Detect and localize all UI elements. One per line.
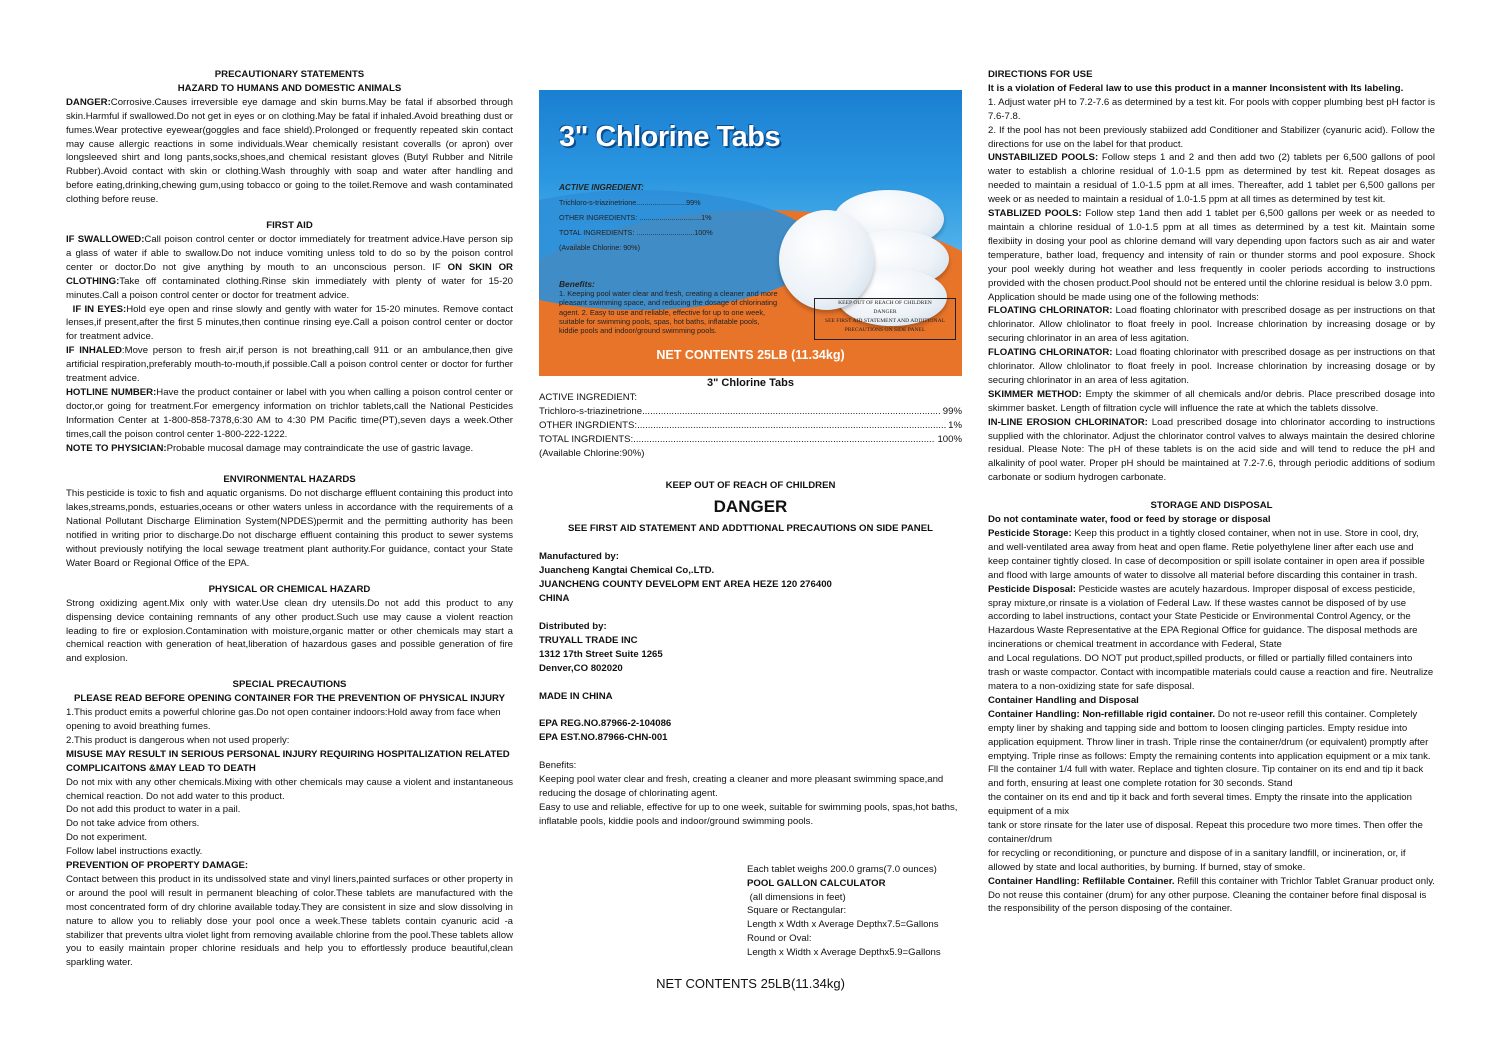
container-handling-text-2: the container on its end and tip it back and forth several times. Empty the rinsate into the application equipment of a mix <box>988 792 1412 818</box>
benefits-1: Keeping pool water clear and fresh, creating a cleaner and more pleasant swimming space,and reducing the dosage of chlorinating agent. <box>539 774 944 800</box>
label-box-line-1: KEEP OUT OF REACH OF CHILDREN <box>838 300 932 306</box>
special-item-1: 1.This product emits a powerful chlorine gas.Do not open container indoors:Hold away from face when opening to avoid breathing fumes. <box>66 707 501 732</box>
swallowed-paragraph <box>66 233 513 303</box>
net-contents-bottom: NET CONTENTS 25LB(11.34kg) <box>656 976 845 992</box>
product-label-image <box>539 90 962 376</box>
physician-label: NOTE TO PHYSICIAN: <box>66 442 167 454</box>
pesticide-disposal-text-2: and Local regulations. DO NOT put product,spilled products, or filled or partially filled containers into trash or waste compactor. Contact with incompatible materials could cause a reaction and fire. Neutralize matera to a non-oxidizing state for safe disposal. <box>988 653 1434 692</box>
see-first-aid: SEE FIRST AID STATEMENT AND ADDTTIONAL PRECAUTIONS ON SIDE PANEL <box>568 523 933 535</box>
distributed-by-label: Distributed by: <box>539 620 607 632</box>
physician-paragraph <box>66 442 513 456</box>
pesticide-storage-text: Keep this product in a tightly closed container, when not in use. Store in cool, dry, and well-ventilated area away from heat and open flame. Retie polyethylene liner after each use and keep container tightly closed. In case of decomposition or spill isolate container in open area if possible and flood with large amounts of water to dissolve all material before discarding this container in trash. <box>988 528 1425 581</box>
special-precautions-title: SPECIAL PRECAUTIONS <box>232 679 347 691</box>
danger-heading: DANGER <box>713 497 788 517</box>
inline-paragraph <box>988 416 1435 486</box>
skin-label: ON SKIN OR CLOTHING: <box>66 261 513 287</box>
skimmer-label: SKIMMER METHOD: <box>988 388 1082 400</box>
distributor-city: Denver,CO 802020 <box>539 662 623 674</box>
special-item-2: 2.This product is dangerous when not used properly: <box>66 734 290 746</box>
inline-text: Load prescribed dosage into chlorinator according to instructions supplied with the chlorinator. Adjust the chlorinator control valves to always maintain the desired chlorine residual. Please Note: The pH of these tablets is on the acid side and will tend to reduce the pH and alkalinity of pool water. Proper pH should be maintained at 7.2-7.6, through periodic additions of sodium carbonate or sodium hydrogen carbonate. <box>988 416 1435 484</box>
manufacturer-address: JUANCHENG COUNTY DEVELOPM ENT AREA HEZE 120 276400 <box>539 579 832 591</box>
calculator-note: (all dimensions in feet) <box>747 891 846 903</box>
label-ai-3: TOTAL INGREDIENTS: .............................100% <box>559 228 713 237</box>
unstabilized-paragraph <box>988 151 1435 207</box>
floating-label: FLOATING CHLORINATOR: <box>988 347 1113 359</box>
special-item-6: Do not experiment. <box>66 832 148 844</box>
directions-column <box>988 68 1435 916</box>
eyes-label: IF IN EYES: <box>72 303 127 315</box>
epa-est: EPA EST.NO.87966-CHN-001 <box>539 732 668 744</box>
first-aid-title: FIRST AID <box>266 220 313 232</box>
ai-row-name: OTHER INGRDIENTS: <box>539 419 638 431</box>
skin-text: Take off contaminated clothing.Rinse skin immediately with plenty of water for 15-20 minutes.Call a poison control center or doctor for treatment advice. <box>66 275 513 301</box>
benefits-title: Benefits: <box>539 760 577 772</box>
container-handling-label: Container Handling: Non-refillable rigid container. <box>988 708 1216 720</box>
label-ai-title: ACTIVE INGREDIENT: <box>559 183 644 192</box>
manufacturer-country: CHINA <box>539 592 570 604</box>
floating-paragraph <box>988 304 1435 346</box>
ai-row-value: 99% <box>942 405 962 417</box>
label-image-benefits <box>559 280 779 335</box>
label-benefits-title: Benefits: <box>559 279 595 289</box>
special-item-3: Do not mix with any other chemicals.Mixing with other chemicals may cause a violent and instantaneous chemical reaction. Do not add water to this product. <box>66 776 513 802</box>
pesticide-storage-paragraph <box>988 527 1435 583</box>
pesticide-disposal-label: Pesticide Disposal: <box>988 583 1076 595</box>
hotline-label: HOTLINE NUMBER: <box>66 386 157 398</box>
label-box-line-2: DANGER <box>873 309 897 315</box>
label-net-contents: NET CONTENTS 25LB (11.34kg) <box>656 348 845 362</box>
inhaled-paragraph <box>66 344 513 386</box>
floating-paragraph-repeat <box>988 346 1435 388</box>
label-ai-4: (Available Chlorine: 90%) <box>559 243 640 252</box>
inhaled-label: IF INHALED <box>66 345 122 357</box>
special-item-5: Do not take advice from others. <box>66 818 200 830</box>
precautionary-column <box>66 68 513 970</box>
ai-row-value: 100% <box>937 433 962 445</box>
physical-hazard-text: Strong oxidizing agent.Mix only with water.Use clean dry utensils.Do not add this product to any dispensing device containing remnants of any other product.Such use may cause a violent reaction leading to fire or explosion.Contamination with moisture,organic matter or other chemicals may start a chemical reaction with generation of heat,liberation of hazardous gases and possible generation of fire and explosion. <box>66 597 513 665</box>
hotline-text: Have the product container or label with you when calling a poison control center or doctor,or going for treatment.For emergency information on trichlor tablets,call the National Pesticides Information Center at 1-800-858-7378,6:30 AM to 4:30 PM Pacific time(PT),seven days a week.Other times,call the poison control center 1-800-222-1222. <box>66 386 513 440</box>
available-chlorine: (Available Chlorine:90%) <box>539 447 645 459</box>
misuse-warning: MISUSE MAY RESULT IN SERIOUS PERSONAL INJURY REQUIRING HOSPITALIZATION RELATED COMPLICAITONS &MAY LEAD TO DEATH <box>66 748 510 774</box>
swallowed-label: IF SWALLOWED: <box>66 233 145 245</box>
special-item-7: Follow label instructions exactly. <box>66 846 203 858</box>
distributor-name: TRUYALL TRADE INC <box>539 634 638 646</box>
ai-row <box>539 405 962 419</box>
container-handling-paragraph <box>988 708 1435 791</box>
physician-text: Probable mucosal damage may contraindicate the use of gastric lavage. <box>166 442 474 454</box>
made-in: MADE IN CHINA <box>539 690 613 702</box>
please-read-title: PLEASE READ BEFORE OPENING CONTAINER FOR THE PREVENTION OF PHYSICAL INJURY <box>73 693 506 705</box>
epa-reg: EPA REG.NO.87966-2-104086 <box>539 718 672 730</box>
refillable-text: Refill this container with Trichlor Tablet Granuar product only. Do not reuse this container (drum) for any other purpose. Cleaning the container before final disposal is the responsibility of the person disposing of the container. <box>988 875 1435 915</box>
distributor-street: 1312 17th Street Suite 1265 <box>539 648 663 660</box>
calculator-square-formula: Length x Wdth x Average Depthx7.5=Gallons <box>747 919 939 931</box>
skimmer-text: Empty the skimmer of all chemicals and/or debris. Place prescribed dosage into skimmer basket. Length of filtration cycle will influence the rate at which the tablets dissolve. <box>988 388 1436 414</box>
dot-leader <box>633 433 935 447</box>
refillable-label: Container Handling: Reflilable Container. <box>988 875 1175 887</box>
direction-2: 2. If the pool has not been previously stabiized add Conditioner and Stabilizer (cyanuric acid). Follow the directions for use on the label for that product. <box>988 124 1435 150</box>
eyes-text: Hold eye open and rinse slowly and gently with water for 15-20 minutes. Remove contact lenses,if present,after the first 5 minutes,then continue rinsing eye.Call a poison control center or doctor for treatment advice. <box>66 303 513 343</box>
precautionary-title: PRECAUTIONARY STATEMENTS <box>214 69 365 80</box>
container-handling-title: Container Handling and Disposal <box>988 694 1139 706</box>
environmental-title: ENVIRONMENTAL HAZARDS <box>223 474 356 486</box>
label-warning-box <box>814 298 956 340</box>
hotline-paragraph <box>66 386 513 442</box>
directions-title: DIRECTIONS FOR USE <box>988 69 1093 80</box>
label-image-title: 3" Chlorine Tabs <box>559 121 781 153</box>
floating-text: Load floating chlorinator with prescribed dosage as per instructions on that chlorinator. Allow chlolinator to float freely in pool. Increase chlorination by increasing dosage or by securing chlorinator in an area of less agitation. <box>988 347 1435 386</box>
label-box-line-3: SEE FIRST AID STATEMENT AND ADDITIONAL PRECAUTIONS ON SIDE PANEL <box>824 318 946 333</box>
no-contaminate: Do not contaminate water, food or feed by storage or disposal <box>988 514 1271 526</box>
environmental-text: This pesticide is toxic to fish and aquatic organisms. Do not discharge effluent containing this product into lakes,streams,ponds, estuaries,oceans or other waters unless in accordance with the requirements of a National Pollutant Discharge Elimination System(NPDES)permit and the permitting authority has been notified in writing prior to discharge.Do not discharge effluent containing this product to sewer systems without previously notifying the local sewage treatment plant authority.For guidance, contact your State Water Board or Regional Office of the EPA. <box>66 488 513 569</box>
inhaled-text: :Move person to fresh air,if person is not breathing,call 911 or an ambulance,then give artificial respiration,preferably mouth-to-mouth,if possible.Call a poison control center or doctor for further treatment advice. <box>66 345 513 385</box>
floating-text: Load floating chlorinator with prescribed dosage as per instructions on that chlorinator. Allow chlolinator to float freely in pool. Increase chlorination by increasing dosage or by securing chlorinator in an area of less agitation. <box>988 305 1435 345</box>
physical-hazard-title: PHYSICAL OR CHEMICAL HAZARD <box>208 583 371 595</box>
label-image-ingredients <box>559 180 769 255</box>
keep-out-of-reach: KEEP OUT OF REACH OF CHILDREN <box>665 480 836 492</box>
floating-label: FLOATING CHLORINATOR: <box>988 305 1113 317</box>
ai-row-name: Trichloro-s-triazinetrione <box>539 405 643 417</box>
calculator-title: POOL GALLON CALCULATOR <box>747 877 886 889</box>
inline-label: IN-LINE EROSION CHLORINATOR: <box>988 416 1148 428</box>
pool-gallon-calculator <box>747 863 962 960</box>
calculator-round-label: Round or Oval: <box>747 933 812 945</box>
epa-block <box>539 717 962 745</box>
stabilized-text: Follow step 1and then add 1 tablet per 6,500 gallons per week or as needed to maintain a chlorine residual of 1.0-1.5 ppm at all times as determined by a test kit. Maintain some flexibiity in dosing your pool as chlorine demand will vary depending upon factors such as air and water temperature, bather load, frequency and intensity of rain or thunder storms and pool exposure. Shock your pool weekly during hot weather and less frequently in cooler periods according to instructions provided with the chosen product.Pool should not be entered until the chlorine residual is below 3.0 ppm. <box>988 208 1436 289</box>
label-benefits-text: 1. Keeping pool water clear and fresh, creating a cleaner and more pleasant swimming space, and reducing the dosage of chlorinating agent. 2. Easy to use and reliable, effective for up to one week, suitable for swimming pools, spas, hot baths, inflatable pools, kiddie pools and indoor/ground swimming pools. <box>559 289 778 336</box>
skimmer-paragraph <box>988 388 1435 416</box>
stabilized-label: STABLIZED POOLS: <box>988 208 1082 220</box>
eyes-paragraph <box>66 303 513 345</box>
calculator-square-label: Square or Rectangular: <box>747 905 847 917</box>
benefits-block <box>539 759 962 829</box>
tablet <box>779 210 874 310</box>
ai-row <box>539 433 962 447</box>
pesticide-disposal-paragraph <box>988 583 1435 653</box>
special-item-4: Do not add this product to water in a pail. <box>66 804 241 816</box>
unstabilized-label: UNSTABILIZED POOLS: <box>988 152 1099 164</box>
dot-leader <box>637 419 946 433</box>
hazard-title: HAZARD TO HUMANS AND DOMESTIC ANIMALS <box>177 82 402 94</box>
product-title: 3" Chlorine Tabs <box>707 377 794 389</box>
danger-text: Corrosive.Causes irreversible eye damage and skin burns.May be fatal if absorbed through skin.Harmful if swallowed.Do not get in eyes or on clothing.May be fatal if inhaled.Avoid breathing dust or fumes.Wear protective eyewear(goggles and face shield).Prolonged or frequently repeated skin contact may cause allergic reactions in some individuals.Wear chemically resistant coveralls (or apron) over longsleeved shirt and long pants,socks,shoes,and chemical resistant gloves (Butyl Rubber and Nitrile Rubber).Avoid contact with skin or clothing.Wash throughly with soap and water after handling and before eating,drinking,chewing gum,using tobacco or going to the toilet.Remove and wash contaminated clothing before reuse. <box>66 96 513 206</box>
tablet-weight: Each tablet weighs 200.0 grams(7.0 ounces) <box>747 863 937 875</box>
methods-intro: Application should be made using one of the following methods: <box>988 291 1259 303</box>
refillable-paragraph <box>988 875 1435 917</box>
product-column <box>539 68 962 991</box>
manufacturer-block <box>539 550 962 606</box>
stabilized-paragraph <box>988 207 1435 290</box>
danger-paragraph <box>66 96 513 207</box>
label-ai-2: OTHER INGREDIENTS: ...............................1% <box>559 213 712 222</box>
ai-row <box>539 419 962 433</box>
swallowed-text: Call poison control center or doctor immediately for treatment advice.Have person sip a glass of water if able to swallow.Do not induce vomiting unless told to do so by the poison control center or doctor.Do not give anything by mouth to an unconscious person. IF <box>66 233 513 273</box>
manufacturer-name: Juancheng Kangtai Chemical Co,.LTD. <box>539 565 715 577</box>
calculator-round-formula: Length x Width x Average Depthx5.9=Gallons <box>747 947 941 959</box>
ai-row-name: TOTAL INGRDIENTS: <box>539 433 634 445</box>
danger-label: DANGER: <box>66 96 111 108</box>
benefits-2: Easy to use and reliable, effective for up to one week, suitable for swimming pools, spas,hot baths, inflatable pools, kiddie pools and indoor/ground swimming pools. <box>539 801 958 827</box>
storage-title: STORAGE AND DISPOSAL <box>1150 500 1273 512</box>
container-handling-text: Do not re-useor refill this container. Completely empty liner by shaking and tapping side and bottom to loosen clinging particles. Empty residue into application equipment. Throw liner in trash. Triple rinse the container/drum (or equivalent) promptly after emptying. Triple rinse as follows: Empty the remaining contents into application equipment or a mix tank. Fll the container 1/4 full with water. Replace and tighten closure. Tip container on its end and tip it back and forth, ensuring at least one complete rotation for 30 seconds. Stand <box>988 708 1431 790</box>
container-handling-text-3: tank or store rinsate for the later use of disposal. Repeat this procedure two more times. Then offer the container/drum <box>988 820 1423 845</box>
manufactured-by-label: Manufactured by: <box>539 551 619 563</box>
pesticide-disposal-text: Pesticide wastes are acutely hazardous. Improper disposal of excess pesticide, spray mixture,or rinsate is a violation of Federal Law. If these wastes cannot be disposed of by use according to label instructions, contact your State Pesticide or Environmental Control Agency, or the Hazardous Waste Representative at the EPA Regional Office for guidance. The disposal methods are incinerations or chemical treatment in accordance with Federal, State <box>988 583 1418 651</box>
pesticide-storage-label: Pesticide Storage: <box>988 528 1072 539</box>
unstabilized-text: Follow steps 1 and 2 and then add two (2) tablets per 6,500 gallons of pool water to establish a chlorine residual of 1.0-1.5 ppm as determined by test kit. Repeat dosages as needed to maintain a residual of 1.0-1.5 ppm at all imes. Thereafter, add 1 tablet per 6,500 gallons per week or as needed to maintain a residual of 1.0-1.5 ppm at all times as determined by test kit. <box>988 152 1435 206</box>
label-ai-1: Trichloro-s-triazinetrione.........................99% <box>559 198 701 207</box>
property-damage-text: Contact between this product in its undissolved state and vinyl liners,painted surfaces or other property in or around the pool will result in permanent bleaching of color.These tablets are manufactured with the most concentrated form of dry chlorine available today.They are consistent in size and slow dissolving in nature to allow you to reliably dose your pool once a week.These tablets contain cyanuric acid -a stabilizer that prevents ultra violet light from removing available chlorine from the pool.These tablets allow you to easily maintain proper chlorine residuals and help you to effortlessly produce beautiful,clean sparkling water. <box>66 873 513 969</box>
direction-1: 1. Adjust water pH to 7.2-7.6 as determined by a test kit. For pools with copper plumbing best pH factor is 7.6-7.8. <box>988 96 1435 122</box>
container-handling-text-4: for recycling or reconditioning, or puncture and dispose of in a sanitary landfill, or incineration, or, if allowed by state and local authorities, by burning. If burned, stay of smoke. <box>988 847 1406 873</box>
dot-leader <box>642 405 941 419</box>
distributor-block <box>539 620 962 676</box>
ai-row-value: 1% <box>948 419 962 431</box>
violation-notice: It is a violation of Federal law to use this product in a manner Inconsistent with Its labeling. <box>988 82 1404 94</box>
ai-title: ACTIVE INGREDIENT: <box>539 391 638 403</box>
property-damage-label: PREVENTION OF PROPERTY DAMAGE: <box>66 860 249 872</box>
